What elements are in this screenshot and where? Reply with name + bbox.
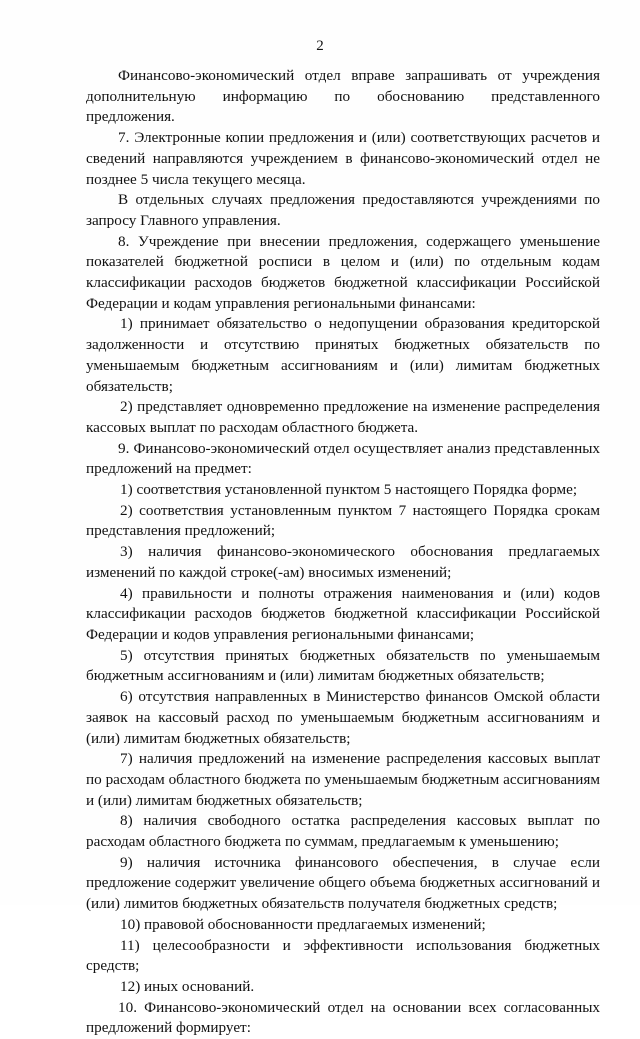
subitem-9-7: 7) наличия предложений на изменение распределения кассовых выплат по расходам областного бюджета по уменьшаемым бюджетным ассигнованиям и (или) лимитам бюджетных обязательств;	[86, 750, 600, 809]
subitem-9-3: 3) наличия финансово-экономического обоснования предлагаемых изменений по каждой строке(-ам) вносимых изменений;	[86, 543, 600, 581]
subitem-9-1: 1) соответствия установленной пунктом 5 настоящего Порядка форме;	[120, 481, 578, 499]
subitem-9-5: 5) отсутствия принятых бюджетных обязательств по уменьшаемым бюджетным ассигнованиям и (или) лимитам бюджетных обязательств;	[86, 646, 600, 685]
paragraph-item-9: 9. Финансово-экономический отдел осуществляет анализ представленных предложений на предмет:	[86, 439, 600, 478]
subitem-9-4: 4) правильности и полноты отражения наименования и (или) кодов классификации расходов бюджетов бюджетной классификации Российской Федерации и кодов управления региональными финансами;	[86, 584, 600, 643]
paragraph-special-cases: В отдельных случаях предложения предоставляются учреждениями по запросу Главного управления.	[86, 191, 600, 229]
paragraph-item-7: 7. Электронные копии предложения и (или) соответствующих расчетов и сведений направляются учреждением в финансово-экономический отдел не позднее 5 числа текущего месяца.	[86, 129, 600, 188]
subitem-8-2: 2) представляет одновременно предложение на изменение распределения кассовых выплат по расходам областного бюджета.	[86, 398, 600, 436]
subitem-9-11: 11) целесообразности и эффективности использования бюджетных средств;	[86, 936, 600, 975]
page-number: 2	[316, 38, 324, 54]
paragraph-item-8: 8. Учреждение при внесении предложения, содержащего уменьшение показателей бюджетной росписи в целом и (или) по отдельным кодам классификации расходов бюджетов бюджетной классификации Российской Федерации и кодам управления региональными финансами:	[86, 232, 600, 312]
paragraph-request-info: Финансово-экономический отдел вправе запрашивать от учреждения дополнительную информацию по обоснованию представленного предложения.	[86, 67, 600, 126]
subitem-9-2: 2) соответствия установленным пунктом 7 настоящего Порядка срокам представления предложений;	[86, 501, 600, 540]
subitem-9-8: 8) наличия свободного остатка распределения кассовых выплат по расходам областного бюджета по суммам, предлагаемым к уменьшению;	[86, 812, 600, 851]
document-body	[86, 66, 600, 1039]
subitem-9-12: 12) иных оснований.	[120, 977, 255, 995]
subitem-8-1: 1) принимает обязательство о недопущении образования кредиторской задолженности и отсутствию принятых бюджетных обязательств по уменьшаемым бюджетным ассигнованиям и (или) лимитам бюджетных обязательств;	[86, 315, 600, 395]
paragraph-item-10: 10. Финансово-экономический отдел на основании всех согласованных предложений формирует:	[86, 998, 600, 1037]
subitem-9-10: 10) правовой обоснованности предлагаемых изменений;	[120, 915, 486, 933]
subitem-9-6: 6) отсутствия направленных в Министерство финансов Омской области заявок на кассовый расход по уменьшаемым бюджетным ассигнованиям и (или) лимитам бюджетных обязательств;	[86, 688, 600, 747]
subitem-9-9: 9) наличия источника финансового обеспечения, в случае если предложение содержит увеличение общего объема бюджетных ассигнований и (или) лимитов бюджетных обязательств получателя бюджетных средств;	[86, 853, 600, 913]
